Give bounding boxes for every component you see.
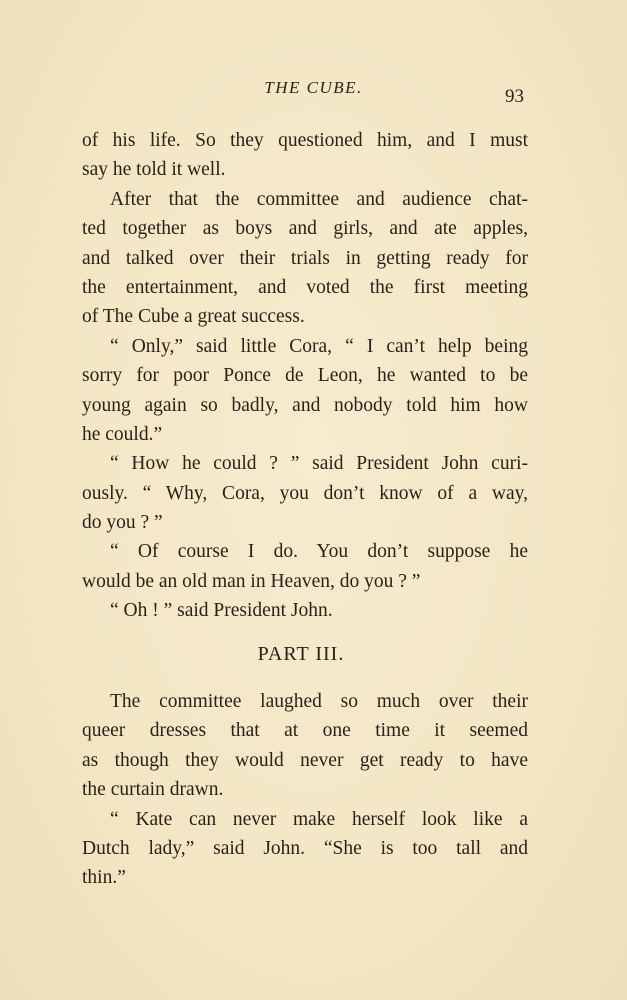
text-line: After that the committee and audience chat- [110,188,528,210]
text-line: the entertainment, and voted the first meeting [82,276,528,298]
heading-wrap [74,640,528,669]
text-line: ously. “ Why, Cora, you don’t know of a way, [82,482,528,504]
text-line: “ Only,” said little Cora, “ I can’t help being [110,335,528,357]
text-line: of his life. So they questioned him, and I must [82,130,528,151]
text-line: of The Cube a great success. [82,306,305,328]
text-line: thin.” [82,867,126,889]
text-line: “ Oh ! ” said President John. [110,600,333,622]
text-line: queer dresses that at one time it seemed [82,720,528,742]
text-line: sorry for poor Ponce de Leon, he wanted to be [82,365,528,387]
text-line: he could.” [82,423,163,445]
text-line: “ How he could ? ” said President John curi- [110,453,528,475]
text-line: Dutch lady,” said John. “She is too tall and [82,837,528,859]
paragraphs-before-heading [82,126,528,626]
text-line: the curtain drawn. [82,779,224,801]
body-text [82,126,528,893]
text-line: young again so badly, and nobody told him how [82,394,528,416]
text-line: The committee laughed so much over their [110,691,528,713]
section-heading: PART III. [257,642,345,665]
text-line: “ Kate can never make herself look like a [110,808,528,830]
text-line: ted together as boys and girls, and ate apples, [82,218,528,240]
text-line: do you ? ” [82,512,163,534]
running-head: THE CUBE. [264,78,363,97]
text-line: “ Of course I do. You don’t suppose he [110,541,528,563]
text-line: as though they would never get ready to have [82,749,528,771]
text-line: would be an old man in Heaven, do you ? ” [82,570,421,592]
page-number: 93 [505,86,524,107]
paragraphs-after-heading [82,687,528,893]
text-line: say he told it well. [82,159,226,181]
text-line: and talked over their trials in getting ready for [82,247,528,269]
